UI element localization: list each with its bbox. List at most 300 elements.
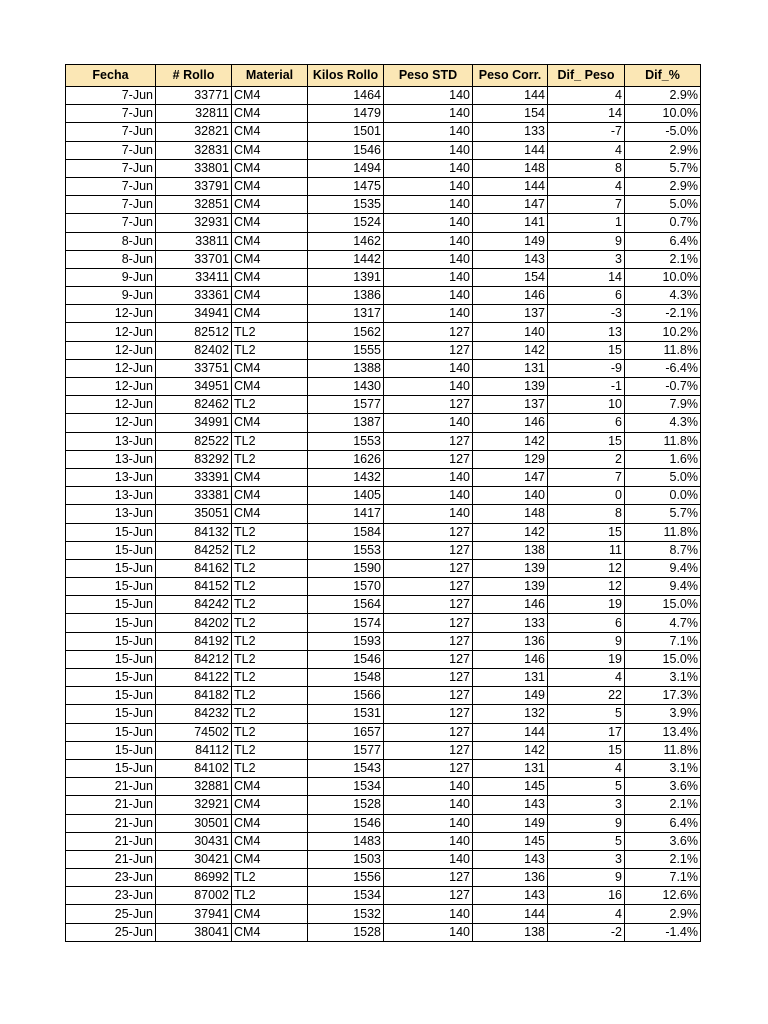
kilos-rollo-cell[interactable]: 1462 bbox=[308, 232, 384, 250]
fecha-cell[interactable]: 13-Jun bbox=[66, 450, 156, 468]
dif-peso-cell[interactable]: 4 bbox=[548, 141, 625, 159]
peso-corr-cell[interactable]: 141 bbox=[473, 214, 548, 232]
fecha-cell[interactable]: 15-Jun bbox=[66, 741, 156, 759]
material-cell[interactable]: CM4 bbox=[232, 487, 308, 505]
material-cell[interactable]: TL2 bbox=[232, 705, 308, 723]
rollo-cell[interactable]: 84132 bbox=[156, 523, 232, 541]
peso-corr-cell[interactable]: 146 bbox=[473, 650, 548, 668]
rollo-cell[interactable]: 84182 bbox=[156, 687, 232, 705]
fecha-cell[interactable]: 12-Jun bbox=[66, 359, 156, 377]
dif-pct-cell[interactable]: 7.1% bbox=[625, 869, 701, 887]
material-cell[interactable]: TL2 bbox=[232, 887, 308, 905]
peso-corr-cell[interactable]: 132 bbox=[473, 705, 548, 723]
rollo-cell[interactable]: 84192 bbox=[156, 632, 232, 650]
peso-std-cell[interactable]: 140 bbox=[384, 141, 473, 159]
peso-std-cell[interactable]: 140 bbox=[384, 123, 473, 141]
material-cell[interactable]: CM4 bbox=[232, 796, 308, 814]
dif-peso-cell[interactable]: 5 bbox=[548, 705, 625, 723]
peso-std-cell[interactable]: 140 bbox=[384, 268, 473, 286]
rollo-cell[interactable]: 32821 bbox=[156, 123, 232, 141]
fecha-cell[interactable]: 15-Jun bbox=[66, 596, 156, 614]
dif-pct-cell[interactable]: 9.4% bbox=[625, 578, 701, 596]
peso-corr-cell[interactable]: 138 bbox=[473, 923, 548, 941]
kilos-rollo-cell[interactable]: 1388 bbox=[308, 359, 384, 377]
peso-std-cell[interactable]: 140 bbox=[384, 159, 473, 177]
material-cell[interactable]: TL2 bbox=[232, 396, 308, 414]
dif-pct-cell[interactable]: 10.0% bbox=[625, 105, 701, 123]
rollo-cell[interactable]: 33771 bbox=[156, 87, 232, 105]
fecha-cell[interactable]: 12-Jun bbox=[66, 378, 156, 396]
fecha-cell[interactable]: 15-Jun bbox=[66, 523, 156, 541]
peso-corr-cell[interactable]: 131 bbox=[473, 669, 548, 687]
dif-pct-cell[interactable]: 5.0% bbox=[625, 196, 701, 214]
dif-pct-cell[interactable]: 5.7% bbox=[625, 505, 701, 523]
rollo-cell[interactable]: 32881 bbox=[156, 778, 232, 796]
dif-peso-cell[interactable]: 4 bbox=[548, 177, 625, 195]
material-cell[interactable]: CM4 bbox=[232, 923, 308, 941]
dif-pct-cell[interactable]: 1.6% bbox=[625, 450, 701, 468]
fecha-cell[interactable]: 7-Jun bbox=[66, 87, 156, 105]
peso-corr-cell[interactable]: 137 bbox=[473, 396, 548, 414]
dif-peso-cell[interactable]: 19 bbox=[548, 596, 625, 614]
peso-corr-cell[interactable]: 142 bbox=[473, 341, 548, 359]
peso-std-cell[interactable]: 140 bbox=[384, 287, 473, 305]
peso-std-cell[interactable]: 127 bbox=[384, 614, 473, 632]
fecha-cell[interactable]: 9-Jun bbox=[66, 268, 156, 286]
col-header-peso-std[interactable]: Peso STD bbox=[384, 65, 473, 87]
fecha-cell[interactable]: 21-Jun bbox=[66, 850, 156, 868]
peso-std-cell[interactable]: 140 bbox=[384, 232, 473, 250]
rollo-cell[interactable]: 84242 bbox=[156, 596, 232, 614]
peso-std-cell[interactable]: 127 bbox=[384, 541, 473, 559]
peso-std-cell[interactable]: 127 bbox=[384, 396, 473, 414]
kilos-rollo-cell[interactable]: 1475 bbox=[308, 177, 384, 195]
rollo-cell[interactable]: 33791 bbox=[156, 177, 232, 195]
peso-corr-cell[interactable]: 144 bbox=[473, 905, 548, 923]
fecha-cell[interactable]: 8-Jun bbox=[66, 250, 156, 268]
dif-pct-cell[interactable]: 13.4% bbox=[625, 723, 701, 741]
kilos-rollo-cell[interactable]: 1574 bbox=[308, 614, 384, 632]
dif-peso-cell[interactable]: 9 bbox=[548, 814, 625, 832]
peso-std-cell[interactable]: 140 bbox=[384, 250, 473, 268]
kilos-rollo-cell[interactable]: 1430 bbox=[308, 378, 384, 396]
rollo-cell[interactable]: 32831 bbox=[156, 141, 232, 159]
dif-pct-cell[interactable]: 4.7% bbox=[625, 614, 701, 632]
material-cell[interactable]: CM4 bbox=[232, 905, 308, 923]
material-cell[interactable]: CM4 bbox=[232, 268, 308, 286]
peso-std-cell[interactable]: 127 bbox=[384, 887, 473, 905]
peso-corr-cell[interactable]: 149 bbox=[473, 687, 548, 705]
peso-corr-cell[interactable]: 144 bbox=[473, 723, 548, 741]
rollo-cell[interactable]: 82462 bbox=[156, 396, 232, 414]
dif-pct-cell[interactable]: 4.3% bbox=[625, 287, 701, 305]
dif-pct-cell[interactable]: 3.6% bbox=[625, 778, 701, 796]
kilos-rollo-cell[interactable]: 1570 bbox=[308, 578, 384, 596]
kilos-rollo-cell[interactable]: 1543 bbox=[308, 759, 384, 777]
kilos-rollo-cell[interactable]: 1577 bbox=[308, 396, 384, 414]
rollo-cell[interactable]: 84162 bbox=[156, 559, 232, 577]
dif-pct-cell[interactable]: 2.9% bbox=[625, 87, 701, 105]
dif-pct-cell[interactable]: 4.3% bbox=[625, 414, 701, 432]
peso-std-cell[interactable]: 140 bbox=[384, 832, 473, 850]
peso-std-cell[interactable]: 127 bbox=[384, 741, 473, 759]
material-cell[interactable]: TL2 bbox=[232, 341, 308, 359]
fecha-cell[interactable]: 21-Jun bbox=[66, 814, 156, 832]
dif-pct-cell[interactable]: 9.4% bbox=[625, 559, 701, 577]
kilos-rollo-cell[interactable]: 1562 bbox=[308, 323, 384, 341]
dif-peso-cell[interactable]: 22 bbox=[548, 687, 625, 705]
col-header-dif-peso[interactable]: Dif_ Peso bbox=[548, 65, 625, 87]
dif-peso-cell[interactable]: 1 bbox=[548, 214, 625, 232]
rollo-cell[interactable]: 38041 bbox=[156, 923, 232, 941]
material-cell[interactable]: TL2 bbox=[232, 614, 308, 632]
peso-std-cell[interactable]: 127 bbox=[384, 759, 473, 777]
fecha-cell[interactable]: 7-Jun bbox=[66, 141, 156, 159]
rollo-cell[interactable]: 82522 bbox=[156, 432, 232, 450]
material-cell[interactable]: TL2 bbox=[232, 559, 308, 577]
dif-pct-cell[interactable]: 17.3% bbox=[625, 687, 701, 705]
peso-std-cell[interactable]: 140 bbox=[384, 814, 473, 832]
peso-corr-cell[interactable]: 129 bbox=[473, 450, 548, 468]
material-cell[interactable]: CM4 bbox=[232, 196, 308, 214]
material-cell[interactable]: CM4 bbox=[232, 232, 308, 250]
dif-pct-cell[interactable]: 2.1% bbox=[625, 796, 701, 814]
dif-peso-cell[interactable]: 9 bbox=[548, 869, 625, 887]
dif-peso-cell[interactable]: 17 bbox=[548, 723, 625, 741]
peso-std-cell[interactable]: 140 bbox=[384, 905, 473, 923]
col-header-material[interactable]: Material bbox=[232, 65, 308, 87]
rollo-cell[interactable]: 34991 bbox=[156, 414, 232, 432]
dif-pct-cell[interactable]: 11.8% bbox=[625, 341, 701, 359]
fecha-cell[interactable]: 15-Jun bbox=[66, 650, 156, 668]
peso-std-cell[interactable]: 127 bbox=[384, 669, 473, 687]
kilos-rollo-cell[interactable]: 1593 bbox=[308, 632, 384, 650]
fecha-cell[interactable]: 25-Jun bbox=[66, 905, 156, 923]
rollo-cell[interactable]: 33801 bbox=[156, 159, 232, 177]
material-cell[interactable]: TL2 bbox=[232, 650, 308, 668]
material-cell[interactable]: CM4 bbox=[232, 87, 308, 105]
dif-peso-cell[interactable]: 3 bbox=[548, 796, 625, 814]
dif-pct-cell[interactable]: -5.0% bbox=[625, 123, 701, 141]
dif-peso-cell[interactable]: 5 bbox=[548, 778, 625, 796]
material-cell[interactable]: CM4 bbox=[232, 141, 308, 159]
kilos-rollo-cell[interactable]: 1556 bbox=[308, 869, 384, 887]
peso-std-cell[interactable]: 140 bbox=[384, 796, 473, 814]
fecha-cell[interactable]: 9-Jun bbox=[66, 287, 156, 305]
peso-std-cell[interactable]: 127 bbox=[384, 632, 473, 650]
peso-corr-cell[interactable]: 143 bbox=[473, 850, 548, 868]
fecha-cell[interactable]: 21-Jun bbox=[66, 796, 156, 814]
rollo-cell[interactable]: 33751 bbox=[156, 359, 232, 377]
rollo-cell[interactable]: 34951 bbox=[156, 378, 232, 396]
dif-pct-cell[interactable]: 12.6% bbox=[625, 887, 701, 905]
peso-corr-cell[interactable]: 147 bbox=[473, 468, 548, 486]
dif-peso-cell[interactable]: 14 bbox=[548, 105, 625, 123]
fecha-cell[interactable]: 13-Jun bbox=[66, 505, 156, 523]
dif-peso-cell[interactable]: 16 bbox=[548, 887, 625, 905]
peso-std-cell[interactable]: 140 bbox=[384, 923, 473, 941]
dif-pct-cell[interactable]: 6.4% bbox=[625, 814, 701, 832]
dif-peso-cell[interactable]: 8 bbox=[548, 159, 625, 177]
dif-peso-cell[interactable]: 5 bbox=[548, 832, 625, 850]
rollo-cell[interactable]: 87002 bbox=[156, 887, 232, 905]
material-cell[interactable]: CM4 bbox=[232, 123, 308, 141]
peso-std-cell[interactable]: 127 bbox=[384, 650, 473, 668]
peso-std-cell[interactable]: 127 bbox=[384, 578, 473, 596]
kilos-rollo-cell[interactable]: 1386 bbox=[308, 287, 384, 305]
dif-pct-cell[interactable]: 2.9% bbox=[625, 177, 701, 195]
material-cell[interactable]: TL2 bbox=[232, 541, 308, 559]
kilos-rollo-cell[interactable]: 1584 bbox=[308, 523, 384, 541]
fecha-cell[interactable]: 12-Jun bbox=[66, 305, 156, 323]
peso-corr-cell[interactable]: 145 bbox=[473, 778, 548, 796]
dif-peso-cell[interactable]: 15 bbox=[548, 341, 625, 359]
peso-corr-cell[interactable]: 131 bbox=[473, 759, 548, 777]
dif-peso-cell[interactable]: 9 bbox=[548, 232, 625, 250]
peso-std-cell[interactable]: 127 bbox=[384, 596, 473, 614]
rollo-cell[interactable]: 84232 bbox=[156, 705, 232, 723]
peso-std-cell[interactable]: 140 bbox=[384, 177, 473, 195]
material-cell[interactable]: TL2 bbox=[232, 741, 308, 759]
kilos-rollo-cell[interactable]: 1417 bbox=[308, 505, 384, 523]
fecha-cell[interactable]: 15-Jun bbox=[66, 632, 156, 650]
rollo-cell[interactable]: 30431 bbox=[156, 832, 232, 850]
dif-pct-cell[interactable]: 5.0% bbox=[625, 468, 701, 486]
peso-corr-cell[interactable]: 147 bbox=[473, 196, 548, 214]
peso-corr-cell[interactable]: 144 bbox=[473, 87, 548, 105]
peso-std-cell[interactable]: 127 bbox=[384, 705, 473, 723]
dif-peso-cell[interactable]: -3 bbox=[548, 305, 625, 323]
dif-peso-cell[interactable]: 13 bbox=[548, 323, 625, 341]
peso-corr-cell[interactable]: 148 bbox=[473, 505, 548, 523]
kilos-rollo-cell[interactable]: 1405 bbox=[308, 487, 384, 505]
dif-peso-cell[interactable]: 19 bbox=[548, 650, 625, 668]
rollo-cell[interactable]: 33381 bbox=[156, 487, 232, 505]
material-cell[interactable]: CM4 bbox=[232, 250, 308, 268]
material-cell[interactable]: TL2 bbox=[232, 578, 308, 596]
dif-pct-cell[interactable]: 11.8% bbox=[625, 741, 701, 759]
col-header-kilos-rollo[interactable]: Kilos Rollo bbox=[308, 65, 384, 87]
dif-pct-cell[interactable]: 8.7% bbox=[625, 541, 701, 559]
material-cell[interactable]: CM4 bbox=[232, 505, 308, 523]
dif-peso-cell[interactable]: 3 bbox=[548, 850, 625, 868]
dif-peso-cell[interactable]: 4 bbox=[548, 759, 625, 777]
peso-corr-cell[interactable]: 137 bbox=[473, 305, 548, 323]
dif-peso-cell[interactable]: 8 bbox=[548, 505, 625, 523]
peso-std-cell[interactable]: 127 bbox=[384, 869, 473, 887]
peso-corr-cell[interactable]: 146 bbox=[473, 287, 548, 305]
peso-corr-cell[interactable]: 131 bbox=[473, 359, 548, 377]
dif-pct-cell[interactable]: 15.0% bbox=[625, 596, 701, 614]
peso-std-cell[interactable]: 127 bbox=[384, 323, 473, 341]
dif-peso-cell[interactable]: -7 bbox=[548, 123, 625, 141]
peso-corr-cell[interactable]: 144 bbox=[473, 141, 548, 159]
peso-std-cell[interactable]: 127 bbox=[384, 559, 473, 577]
kilos-rollo-cell[interactable]: 1317 bbox=[308, 305, 384, 323]
fecha-cell[interactable]: 12-Jun bbox=[66, 396, 156, 414]
peso-corr-cell[interactable]: 143 bbox=[473, 250, 548, 268]
fecha-cell[interactable]: 7-Jun bbox=[66, 196, 156, 214]
kilos-rollo-cell[interactable]: 1564 bbox=[308, 596, 384, 614]
dif-peso-cell[interactable]: 3 bbox=[548, 250, 625, 268]
material-cell[interactable]: CM4 bbox=[232, 359, 308, 377]
peso-corr-cell[interactable]: 143 bbox=[473, 796, 548, 814]
rollo-cell[interactable]: 35051 bbox=[156, 505, 232, 523]
rollo-cell[interactable]: 82512 bbox=[156, 323, 232, 341]
peso-std-cell[interactable]: 127 bbox=[384, 432, 473, 450]
col-header-peso-corr[interactable]: Peso Corr. bbox=[473, 65, 548, 87]
material-cell[interactable]: CM4 bbox=[232, 468, 308, 486]
rollo-cell[interactable]: 37941 bbox=[156, 905, 232, 923]
peso-std-cell[interactable]: 140 bbox=[384, 414, 473, 432]
dif-peso-cell[interactable]: 11 bbox=[548, 541, 625, 559]
kilos-rollo-cell[interactable]: 1524 bbox=[308, 214, 384, 232]
fecha-cell[interactable]: 7-Jun bbox=[66, 214, 156, 232]
material-cell[interactable]: CM4 bbox=[232, 814, 308, 832]
material-cell[interactable]: TL2 bbox=[232, 687, 308, 705]
peso-std-cell[interactable]: 140 bbox=[384, 778, 473, 796]
dif-pct-cell[interactable]: 5.7% bbox=[625, 159, 701, 177]
material-cell[interactable]: TL2 bbox=[232, 759, 308, 777]
peso-corr-cell[interactable]: 142 bbox=[473, 741, 548, 759]
material-cell[interactable]: TL2 bbox=[232, 632, 308, 650]
dif-pct-cell[interactable]: 2.1% bbox=[625, 850, 701, 868]
dif-peso-cell[interactable]: -2 bbox=[548, 923, 625, 941]
dif-peso-cell[interactable]: 12 bbox=[548, 578, 625, 596]
fecha-cell[interactable]: 15-Jun bbox=[66, 723, 156, 741]
col-header-rollo[interactable]: # Rollo bbox=[156, 65, 232, 87]
material-cell[interactable]: CM4 bbox=[232, 850, 308, 868]
dif-peso-cell[interactable]: 15 bbox=[548, 741, 625, 759]
rollo-cell[interactable]: 33411 bbox=[156, 268, 232, 286]
fecha-cell[interactable]: 15-Jun bbox=[66, 687, 156, 705]
kilos-rollo-cell[interactable]: 1494 bbox=[308, 159, 384, 177]
peso-corr-cell[interactable]: 149 bbox=[473, 232, 548, 250]
dif-peso-cell[interactable]: 4 bbox=[548, 905, 625, 923]
peso-std-cell[interactable]: 140 bbox=[384, 87, 473, 105]
material-cell[interactable]: CM4 bbox=[232, 832, 308, 850]
rollo-cell[interactable]: 32851 bbox=[156, 196, 232, 214]
kilos-rollo-cell[interactable]: 1483 bbox=[308, 832, 384, 850]
material-cell[interactable]: CM4 bbox=[232, 378, 308, 396]
kilos-rollo-cell[interactable]: 1503 bbox=[308, 850, 384, 868]
peso-corr-cell[interactable]: 146 bbox=[473, 596, 548, 614]
dif-peso-cell[interactable]: 0 bbox=[548, 487, 625, 505]
fecha-cell[interactable]: 12-Jun bbox=[66, 341, 156, 359]
material-cell[interactable]: CM4 bbox=[232, 287, 308, 305]
peso-corr-cell[interactable]: 139 bbox=[473, 378, 548, 396]
peso-corr-cell[interactable]: 143 bbox=[473, 887, 548, 905]
dif-pct-cell[interactable]: -2.1% bbox=[625, 305, 701, 323]
kilos-rollo-cell[interactable]: 1387 bbox=[308, 414, 384, 432]
fecha-cell[interactable]: 21-Jun bbox=[66, 832, 156, 850]
dif-pct-cell[interactable]: 11.8% bbox=[625, 523, 701, 541]
dif-pct-cell[interactable]: 0.0% bbox=[625, 487, 701, 505]
material-cell[interactable]: TL2 bbox=[232, 450, 308, 468]
peso-std-cell[interactable]: 127 bbox=[384, 523, 473, 541]
rollo-cell[interactable]: 33811 bbox=[156, 232, 232, 250]
dif-pct-cell[interactable]: 15.0% bbox=[625, 650, 701, 668]
fecha-cell[interactable]: 23-Jun bbox=[66, 887, 156, 905]
rollo-cell[interactable]: 30501 bbox=[156, 814, 232, 832]
kilos-rollo-cell[interactable]: 1442 bbox=[308, 250, 384, 268]
material-cell[interactable]: TL2 bbox=[232, 596, 308, 614]
material-cell[interactable]: TL2 bbox=[232, 523, 308, 541]
dif-peso-cell[interactable]: 6 bbox=[548, 414, 625, 432]
fecha-cell[interactable]: 15-Jun bbox=[66, 541, 156, 559]
dif-pct-cell[interactable]: 2.1% bbox=[625, 250, 701, 268]
rollo-cell[interactable]: 32811 bbox=[156, 105, 232, 123]
dif-peso-cell[interactable]: 4 bbox=[548, 87, 625, 105]
rollo-cell[interactable]: 33361 bbox=[156, 287, 232, 305]
peso-std-cell[interactable]: 140 bbox=[384, 487, 473, 505]
fecha-cell[interactable]: 13-Jun bbox=[66, 487, 156, 505]
fecha-cell[interactable]: 15-Jun bbox=[66, 759, 156, 777]
kilos-rollo-cell[interactable]: 1464 bbox=[308, 87, 384, 105]
fecha-cell[interactable]: 15-Jun bbox=[66, 578, 156, 596]
peso-std-cell[interactable]: 127 bbox=[384, 723, 473, 741]
dif-pct-cell[interactable]: 2.9% bbox=[625, 141, 701, 159]
material-cell[interactable]: TL2 bbox=[232, 432, 308, 450]
dif-peso-cell[interactable]: 14 bbox=[548, 268, 625, 286]
kilos-rollo-cell[interactable]: 1535 bbox=[308, 196, 384, 214]
dif-pct-cell[interactable]: -1.4% bbox=[625, 923, 701, 941]
rollo-cell[interactable]: 34941 bbox=[156, 305, 232, 323]
peso-corr-cell[interactable]: 149 bbox=[473, 814, 548, 832]
fecha-cell[interactable]: 7-Jun bbox=[66, 177, 156, 195]
peso-corr-cell[interactable]: 146 bbox=[473, 414, 548, 432]
dif-peso-cell[interactable]: 12 bbox=[548, 559, 625, 577]
material-cell[interactable]: TL2 bbox=[232, 869, 308, 887]
dif-pct-cell[interactable]: 10.2% bbox=[625, 323, 701, 341]
peso-corr-cell[interactable]: 144 bbox=[473, 177, 548, 195]
kilos-rollo-cell[interactable]: 1528 bbox=[308, 796, 384, 814]
rollo-cell[interactable]: 84112 bbox=[156, 741, 232, 759]
rollo-cell[interactable]: 32921 bbox=[156, 796, 232, 814]
peso-std-cell[interactable]: 127 bbox=[384, 341, 473, 359]
dif-pct-cell[interactable]: 2.9% bbox=[625, 905, 701, 923]
dif-pct-cell[interactable]: 3.1% bbox=[625, 759, 701, 777]
peso-corr-cell[interactable]: 148 bbox=[473, 159, 548, 177]
kilos-rollo-cell[interactable]: 1546 bbox=[308, 814, 384, 832]
peso-std-cell[interactable]: 140 bbox=[384, 378, 473, 396]
rollo-cell[interactable]: 84102 bbox=[156, 759, 232, 777]
peso-corr-cell[interactable]: 133 bbox=[473, 123, 548, 141]
fecha-cell[interactable]: 12-Jun bbox=[66, 323, 156, 341]
col-header-fecha[interactable]: Fecha bbox=[66, 65, 156, 87]
rollo-cell[interactable]: 32931 bbox=[156, 214, 232, 232]
kilos-rollo-cell[interactable]: 1534 bbox=[308, 778, 384, 796]
dif-pct-cell[interactable]: 7.9% bbox=[625, 396, 701, 414]
kilos-rollo-cell[interactable]: 1577 bbox=[308, 741, 384, 759]
kilos-rollo-cell[interactable]: 1432 bbox=[308, 468, 384, 486]
dif-pct-cell[interactable]: 3.9% bbox=[625, 705, 701, 723]
material-cell[interactable]: CM4 bbox=[232, 159, 308, 177]
material-cell[interactable]: TL2 bbox=[232, 323, 308, 341]
fecha-cell[interactable]: 7-Jun bbox=[66, 123, 156, 141]
fecha-cell[interactable]: 7-Jun bbox=[66, 105, 156, 123]
dif-peso-cell[interactable]: 15 bbox=[548, 432, 625, 450]
dif-peso-cell[interactable]: -1 bbox=[548, 378, 625, 396]
kilos-rollo-cell[interactable]: 1528 bbox=[308, 923, 384, 941]
fecha-cell[interactable]: 15-Jun bbox=[66, 669, 156, 687]
dif-peso-cell[interactable]: 6 bbox=[548, 287, 625, 305]
kilos-rollo-cell[interactable]: 1534 bbox=[308, 887, 384, 905]
kilos-rollo-cell[interactable]: 1590 bbox=[308, 559, 384, 577]
rollo-cell[interactable]: 33701 bbox=[156, 250, 232, 268]
rollo-cell[interactable]: 84122 bbox=[156, 669, 232, 687]
peso-std-cell[interactable]: 127 bbox=[384, 450, 473, 468]
